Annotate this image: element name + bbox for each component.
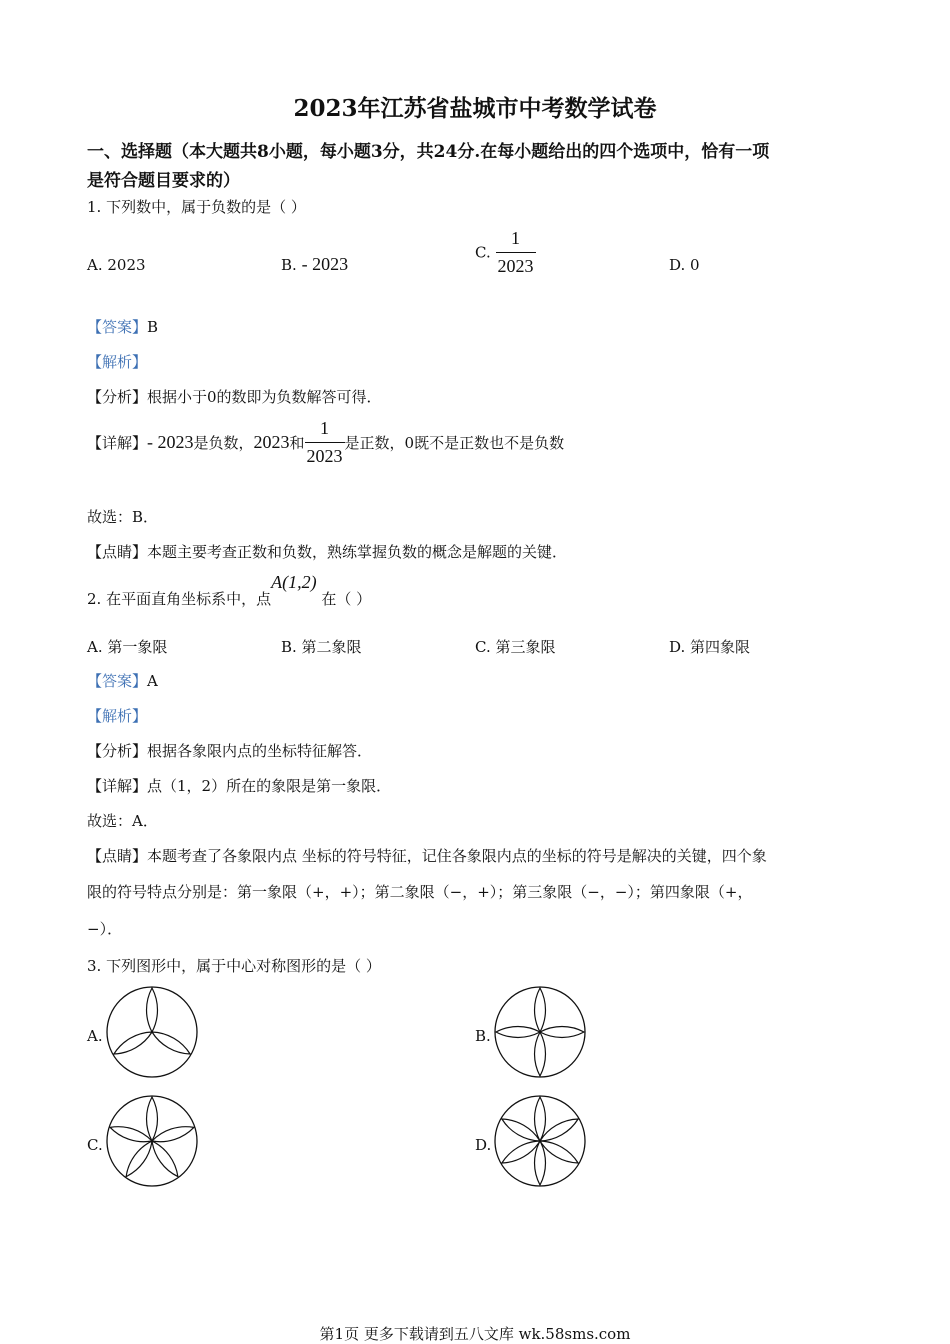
q1-option-b-label: B. xyxy=(281,256,297,274)
q2-guxuan: 故选：A． xyxy=(87,812,158,830)
q1-option-c xyxy=(475,228,536,277)
q2-option-b: B. 第二象限 xyxy=(281,638,362,656)
q2-fenxi: 【分析】根据各象限内点的坐标特征解答． xyxy=(87,742,373,760)
q1-dianjing: 【点睛】本题主要考查正数和负数，熟练掌握负数的概念是解题的关键． xyxy=(87,543,568,561)
q1-guxuan: 故选：B． xyxy=(87,508,159,526)
page-footer: 第1页 更多下载请到五八文库 wk.58sms.com xyxy=(319,1325,631,1343)
petal xyxy=(152,1127,194,1142)
petal xyxy=(540,1027,584,1038)
q1-option-c-label: C. xyxy=(475,243,491,262)
q1-fenxi: 【分析】根据小于0的数即为负数解答可得． xyxy=(87,388,382,406)
q3-figure-b-four-petal xyxy=(493,985,587,1079)
q2-dianjing-line3: −）． xyxy=(87,920,123,938)
q2-point-math: A(1,2) xyxy=(271,572,317,592)
q2-stem xyxy=(87,572,372,608)
petal xyxy=(126,1141,152,1177)
xiangjie-text2: 和 xyxy=(289,434,305,452)
xiangjie-math-pos: 2023 xyxy=(253,432,290,452)
q3-figure-d-six-petal xyxy=(493,1094,587,1188)
q3-option-d-label: D. xyxy=(475,1136,492,1154)
xiangjie-text1: 是负数， xyxy=(193,434,254,452)
xiangjie-text3: 是正数，0既不是正数也不是负数 xyxy=(344,434,565,452)
xiangjie-fraction xyxy=(305,418,345,467)
q2-option-d: D. 第四象限 xyxy=(669,638,751,656)
q3-option-a-label: A. xyxy=(87,1027,103,1045)
q2-xiangjie: 【详解】点（1，2）所在的象限是第一象限． xyxy=(87,777,392,795)
q1-xiangjie xyxy=(87,418,564,467)
q2-option-c: C. 第三象限 xyxy=(475,638,556,656)
q1-option-b-math: - 2023 xyxy=(301,254,349,274)
page-title: 2023年江苏省盐城市中考数学试卷 xyxy=(293,95,657,122)
q2-option-a: A. 第一象限 xyxy=(87,638,168,656)
q3-figure-c-five-petal xyxy=(105,1094,199,1188)
answer-tag: 【答案】 xyxy=(87,318,148,336)
petal xyxy=(114,1032,152,1054)
section-heading-line1: 一、选择题（本大题共8小题，每小题3分，共24分.在每小题给出的四个选项中，恰有一项 xyxy=(87,142,770,162)
q3-stem: 3. 下列图形中，属于中心对称图形的是（ ） xyxy=(87,957,381,975)
fraction-numerator: 1 xyxy=(511,228,520,248)
fraction-numerator: 1 xyxy=(320,418,330,438)
xiangjie-math-neg: - 2023 xyxy=(147,432,194,452)
q1-option-d: D. 0 xyxy=(669,256,700,274)
petal xyxy=(535,1032,546,1076)
section-heading-line2: 是符合题目要求的） xyxy=(87,171,240,191)
petal xyxy=(496,1027,540,1038)
answer-value: B xyxy=(147,318,159,336)
q1-answer xyxy=(87,316,158,337)
q2-analysis-tag: 【解析】 xyxy=(87,707,148,725)
q2-dianjing-line1: 【点睛】本题考查了各象限内点 坐标的符号特征，记住各象限内点的坐标的符号是解决的关键，四个象 xyxy=(87,847,767,865)
q3-option-b-label: B. xyxy=(475,1027,491,1045)
q1-option-c-fraction xyxy=(496,228,536,277)
q1-option-b xyxy=(281,254,348,275)
q1-analysis-tag: 【解析】 xyxy=(87,353,148,371)
q3-figure-a-three-petal xyxy=(105,985,199,1079)
petal xyxy=(535,988,546,1032)
fraction-denominator: 2023 xyxy=(305,442,345,467)
q1-stem: 1. 下列数中，属于负数的是（ ） xyxy=(87,198,306,216)
q2-dianjing-line2: 限的符号特点分别是：第一象限（+，+）；第二象限（−，+）；第三象限（−，−）；第四象限（+， xyxy=(87,883,753,901)
q2-answer xyxy=(87,670,158,691)
petal xyxy=(110,1127,152,1142)
q3-option-c-label: C. xyxy=(87,1136,103,1154)
petal xyxy=(147,988,158,1032)
petal xyxy=(147,1097,158,1141)
fraction-denominator: 2023 xyxy=(496,252,536,277)
q2-stem-pre: 2. 在平面直角坐标系中，点 xyxy=(87,590,272,608)
answer-tag: 【答案】 xyxy=(87,672,148,690)
petal xyxy=(535,1097,546,1141)
petal xyxy=(152,1032,190,1054)
answer-value: A xyxy=(147,672,158,690)
q1-option-a: A. 2023 xyxy=(87,256,146,274)
xiangjie-tag: 【详解】 xyxy=(87,434,148,452)
petal xyxy=(535,1141,546,1185)
petal xyxy=(152,1141,178,1177)
q2-stem-post: 在（ ） xyxy=(321,590,372,608)
